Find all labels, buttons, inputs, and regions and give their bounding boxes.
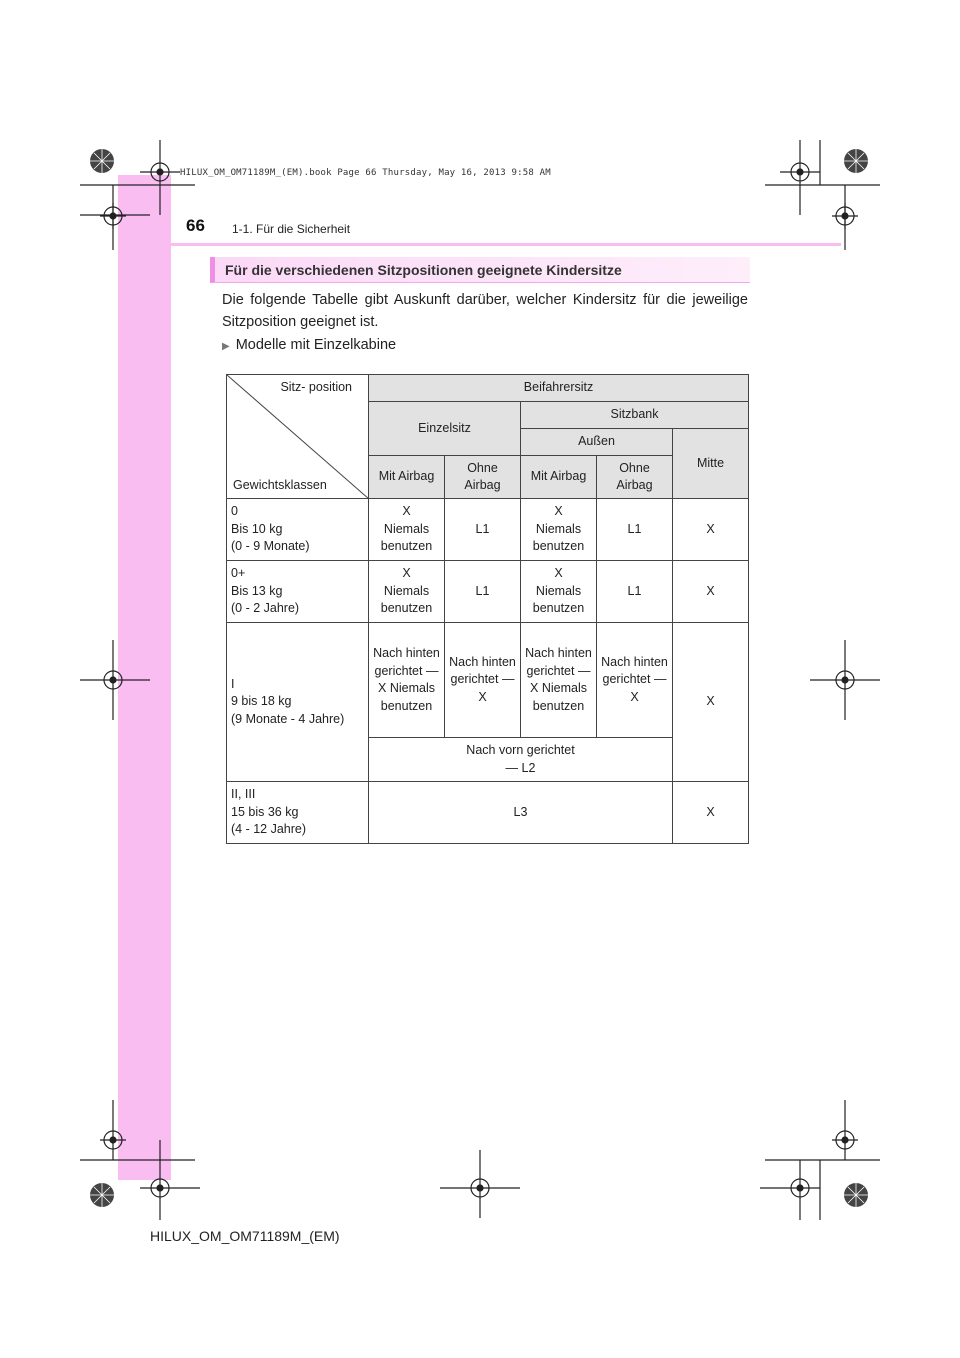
table-row xyxy=(227,499,749,561)
weight-range: 15 bis 36 kg xyxy=(231,804,299,819)
weight-class-cell xyxy=(227,623,369,782)
table-cell: X xyxy=(673,623,749,782)
cell-note: Niemals benutzen xyxy=(380,583,433,616)
header-mit-airbag: Mit Airbag xyxy=(521,456,597,499)
header-einzelsitz: Einzelsitz xyxy=(369,402,521,456)
header-aussen: Außen xyxy=(521,429,673,456)
weight-range: Bis 10 kg xyxy=(231,521,283,536)
section-title-bar xyxy=(210,257,750,283)
table-cell: Nach hinten gerichtet — X Niemals benutzen xyxy=(521,623,597,738)
section-title: Für die verschiedenen Sitzpositionen geeignete Kindersitze xyxy=(225,262,622,278)
table-row xyxy=(227,561,749,623)
table-cell: Nach hinten gerichtet — X xyxy=(445,623,521,738)
weight-class: I xyxy=(231,676,235,691)
weight-class-cell xyxy=(227,561,369,623)
weight-class: 0 xyxy=(231,504,238,519)
cell-note: Niemals benutzen xyxy=(532,521,585,554)
table-cell xyxy=(369,499,445,561)
table-cell xyxy=(369,561,445,623)
header-mitte: Mitte xyxy=(673,429,749,499)
table-cell: L1 xyxy=(597,561,673,623)
header-rule xyxy=(118,243,841,246)
bullet-item xyxy=(222,337,396,353)
age-range: (0 - 2 Jahre) xyxy=(231,601,300,616)
table-row xyxy=(227,623,749,738)
cell-mark: X xyxy=(402,504,411,519)
corner-header xyxy=(227,375,369,499)
weight-range: 9 bis 18 kg xyxy=(231,694,292,709)
age-range: (4 - 12 Jahre) xyxy=(231,822,307,837)
table-cell: Nach hinten gerichtet — X xyxy=(597,623,673,738)
table-cell: X xyxy=(673,561,749,623)
age-range: (0 - 9 Monate) xyxy=(231,539,310,554)
header-mit-airbag: Mit Airbag xyxy=(369,456,445,499)
header-sitzbank: Sitzbank xyxy=(521,402,749,429)
table-cell: X xyxy=(673,782,749,844)
intro-paragraph: Die folgende Tabelle gibt Auskunft darüber, welcher Kindersitz für die jeweilige Sitzposition geeignet ist. xyxy=(222,292,748,330)
table-cell: Nach hinten gerichtet — X Niemals benutzen xyxy=(369,623,445,738)
corner-top-label: Sitz- position xyxy=(280,380,352,394)
table-cell: L1 xyxy=(445,499,521,561)
table-cell: L1 xyxy=(597,499,673,561)
weight-class-cell xyxy=(227,499,369,561)
table-cell xyxy=(521,561,597,623)
bullet-text: Modelle mit Einzelkabine xyxy=(235,337,397,353)
table-cell: X xyxy=(673,499,749,561)
page-number: 66 xyxy=(186,216,205,235)
age-range: (9 Monate - 4 Jahre) xyxy=(231,711,345,726)
header-ohne-airbag: Ohne Airbag xyxy=(597,456,673,499)
weight-class: 0+ xyxy=(231,566,246,581)
running-head: 1-1. Für die Sicherheit xyxy=(232,222,351,236)
header-beifahrersitz: Beifahrersitz xyxy=(369,375,749,402)
child-seat-table xyxy=(226,374,749,844)
page-side-tab xyxy=(118,175,171,1180)
triangle-bullet-icon: ▶ xyxy=(222,341,230,352)
corner-bottom-label: Gewichtsklassen xyxy=(233,477,327,492)
footer-book-code: HILUX_OM_OM71189M_(EM) xyxy=(150,1228,340,1244)
weight-range: Bis 13 kg xyxy=(231,583,283,598)
weight-class-cell xyxy=(227,782,369,844)
cell-mark: X xyxy=(402,566,411,581)
cell-note: Niemals benutzen xyxy=(532,583,585,616)
print-info-line: HILUX_OM_OM71189M_(EM).book Page 66 Thursday, May 16, 2013 9:58 AM xyxy=(180,168,551,178)
table-cell xyxy=(521,499,597,561)
header-ohne-airbag: Ohne Airbag xyxy=(445,456,521,499)
table-row xyxy=(227,782,749,844)
forward-facing-cell: Nach vorn gerichtet — L2 xyxy=(369,738,673,782)
cell-note: Niemals benutzen xyxy=(380,521,433,554)
table-cell: L3 xyxy=(369,782,673,844)
table-cell: L1 xyxy=(445,561,521,623)
cell-mark: X xyxy=(554,504,563,519)
weight-class: II, III xyxy=(231,787,256,802)
cell-mark: X xyxy=(554,566,563,581)
